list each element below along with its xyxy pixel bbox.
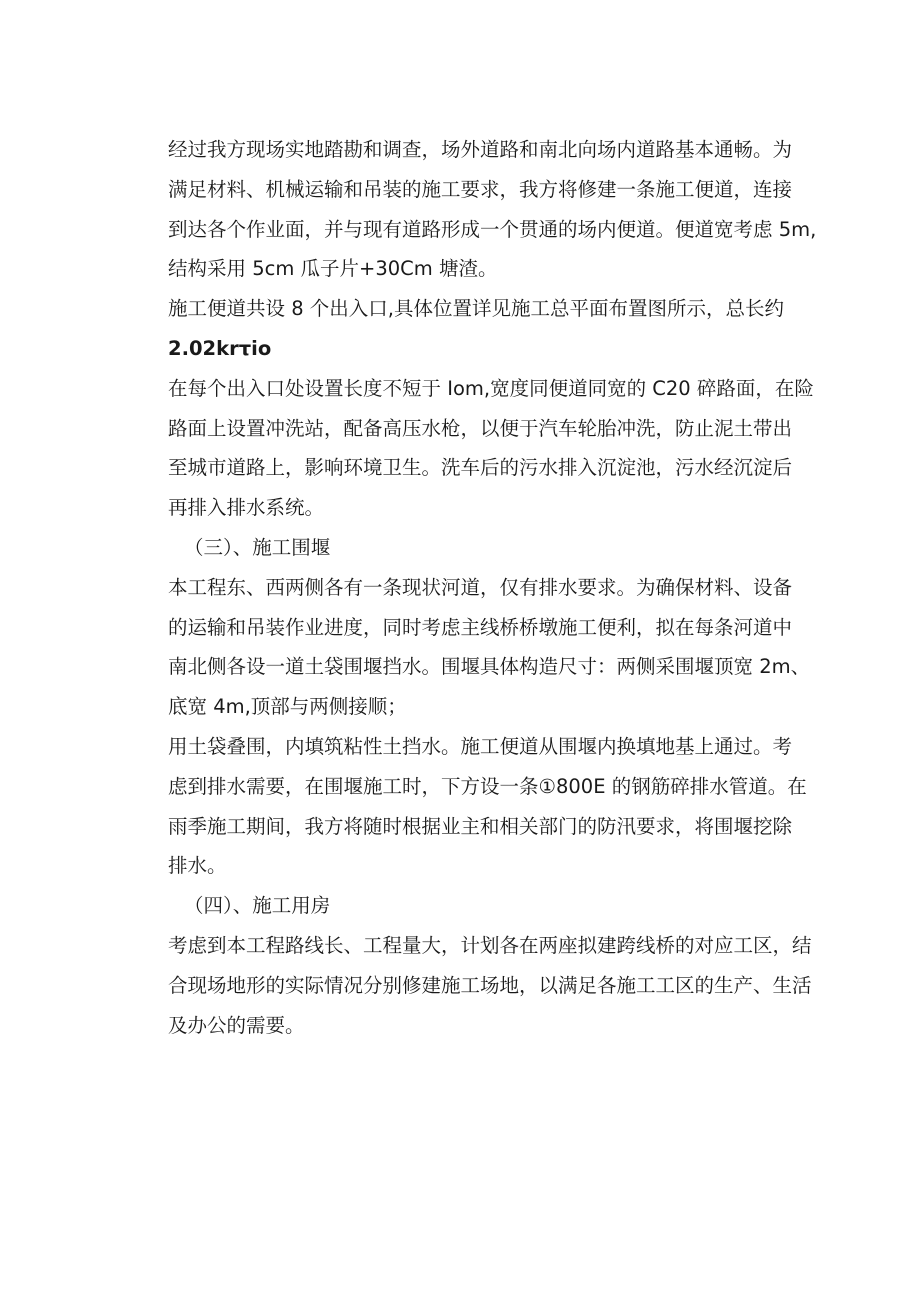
paragraph-line: 在每个出入口处设置长度不短于 Iom,宽度同便道同宽的 C20 碎路面，在险 bbox=[168, 376, 814, 400]
section-heading-4: （四）、施工用房 bbox=[184, 894, 331, 918]
paragraph-line: 经过我方现场实地踏勘和调查，场外道路和南北向场内道路基本通畅。为 bbox=[168, 138, 793, 161]
paragraph-line: 至城市道路上，影响环境卫生。洗车后的污水排入沉淀池，污水经沉淀后 bbox=[168, 456, 793, 480]
paragraph-line: 及办公的需要。 bbox=[168, 1013, 305, 1037]
paragraph-line: 再排入排水系统。 bbox=[168, 496, 325, 520]
paragraph-line: 南北侧各设一道土袋围堰挡水。围堰具体构造尺寸：两侧采围堰顶宽 2m、 bbox=[168, 655, 811, 679]
paragraph-line: 满足材料、机械运输和吊装的施工要求，我方将修建一条施工便道，连接 bbox=[168, 177, 793, 201]
section-heading-3: （三）、施工围堰 bbox=[184, 535, 331, 559]
paragraph-line: 雨季施工期间，我方将随时根据业主和相关部门的防汛要求，将围堰挖除 bbox=[168, 814, 793, 838]
paragraph-line: 2.02krτio bbox=[168, 336, 272, 360]
paragraph-line: 考虑到本工程路线长、工程量大，计划各在两座拟建跨线桥的对应工区，结 bbox=[168, 933, 812, 957]
paragraph-line: 本工程东、西两侧各有一条现状河道，仅有排水要求。为确保材料、设备 bbox=[168, 575, 793, 599]
paragraph-line: 排水。 bbox=[168, 854, 227, 878]
paragraph-line: 用土袋叠围，内填筑粘性土挡水。施工便道从围堰内换填地基上通过。考 bbox=[168, 734, 793, 758]
paragraph-line: 虑到排水需要，在围堰施工时，下方设一条①800E 的钢筋碎排水管道。在 bbox=[168, 774, 807, 798]
paragraph-line: 结构采用 5cm 瓜子片+30Cm 塘渣。 bbox=[168, 257, 498, 281]
paragraph-line: 的运输和吊装作业进度，同时考虑主线桥桥墩施工便利，拟在每条河道中 bbox=[168, 615, 793, 639]
paragraph-line: 施工便道共设 8 个出入口,具体位置详见施工总平面布置图所示，总长约 bbox=[168, 297, 785, 321]
paragraph-line: 合现场地形的实际情况分别修建施工场地，以满足各施工工区的生产、生活 bbox=[168, 973, 812, 997]
document-body bbox=[168, 130, 828, 1045]
paragraph-line: 底宽 4m,顶部与两侧接顺； bbox=[168, 695, 407, 719]
paragraph-line: 到达各个作业面，并与现有道路形成一个贯通的场内便道。便道宽考虑 5m, bbox=[168, 217, 817, 241]
paragraph-line: 路面上设置冲洗站，配备高压水枪，以便于汽车轮胎冲洗，防止泥土带出 bbox=[168, 416, 793, 440]
